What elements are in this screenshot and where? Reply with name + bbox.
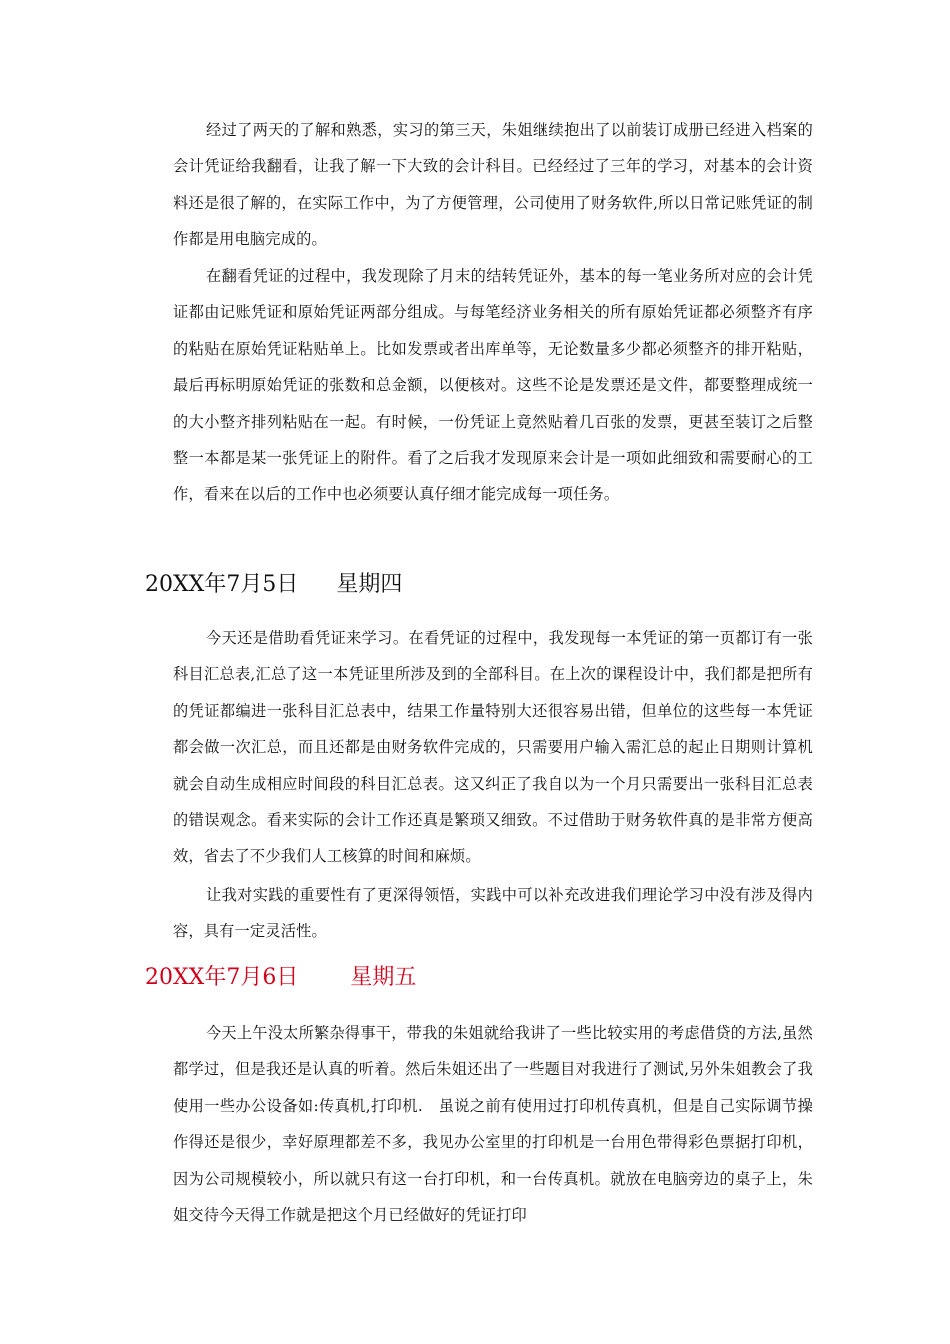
paragraph-1: 经过了两天的了解和熟悉，实习的第三天，朱姐继续抱出了以前装订成册已经进入档案的会计凭证给我翻看，让我了解一下大致的会计科目。已经经过了三年的学习，对基本的会计资料还是很了解的，在实际工作中，为了方便管理，公司使用了财务软件,所以日常记账凭证的制作都是用电脑完成的。 [173,121,813,249]
paragraph-5: 今天上午没太所繁杂得事干，带我的朱姐就给我讲了一些比较实用的考虑借贷的方法,虽然都学过，但是我还是认真的听着。然后朱姐还出了一些题目对我进行了测试,另外朱姐教会了我使用一些办公设备如:传真机,打印机. 虽说之前有使用过打印机传真机，但是自己实际调节操作得还是很少，幸好原理都差不多，我见办公室里的打印机是一台用色带得彩色票据打印机，因为公司规模较小，所以就只有这一台打印机，和一台传真机。就放在电脑旁边的桌子上，朱姐交待今天得工作就是把这个月已经做好的凭证打印 [173,1024,813,1225]
paragraph-2: 在翻看凭证的过程中，我发现除了月末的结转凭证外，基本的每一笔业务所对应的会计凭证都由记账凭证和原始凭证两部分组成。与每笔经济业务相关的所有原始凭证都必须整齐有序的粘贴在原始凭证粘贴单上。比如发票或者出库单等，无论数量多少都必须整齐的排开粘贴，最后再标明原始凭证的张数和总金额，以便核对。这些不论是发票还是文件，都要整理成统一的大小整齐排列粘贴在一起。有时候，一份凭证上竟然贴着几百张的发票，更甚至装订之后整整一本都是某一张凭证上的附件。看了之后我才发现原来会计是一项如此细致和需要耐心的工作，看来在以后的工作中也必须要认真仔细才能完成每一项任务。 [173,267,813,504]
date-heading-july-5 [145,570,402,600]
paragraph-4: 让我对实践的重要性有了更深得领悟，实践中可以补充改进我们理论学习中没有涉及得内容，具有一定灵活性。 [173,886,813,941]
heading-date: 20XX年7月5日 [145,572,299,597]
date-heading-july-6 [145,963,416,993]
heading-weekday: 星期四 [336,572,403,597]
paragraph-3: 今天还是借助看凭证来学习。在看凭证的过程中，我发现每一本凭证的第一页都订有一张科目汇总表,汇总了这一本凭证里所涉及到的全部科目。在上次的课程设计中，我们都是把所有的凭证都编进一张科目汇总表中，结果工作量特别大还很容易出错，但单位的这些每一本凭证都会做一次汇总，而且还都是由财务软件完成的，只需要用户输入需汇总的起止日期则计算机就会自动生成相应时间段的科目汇总表。这又纠正了我自以为一个月只需要出一张科目汇总表的错误观念。看来实际的会计工作还真是繁琐又细致。不过借助于财务软件真的是非常方便高效，省去了不少我们人工核算的时间和麻烦。 [173,629,813,866]
heading-weekday: 星期五 [350,965,417,990]
heading-date: 20XX年7月6日 [145,965,299,990]
